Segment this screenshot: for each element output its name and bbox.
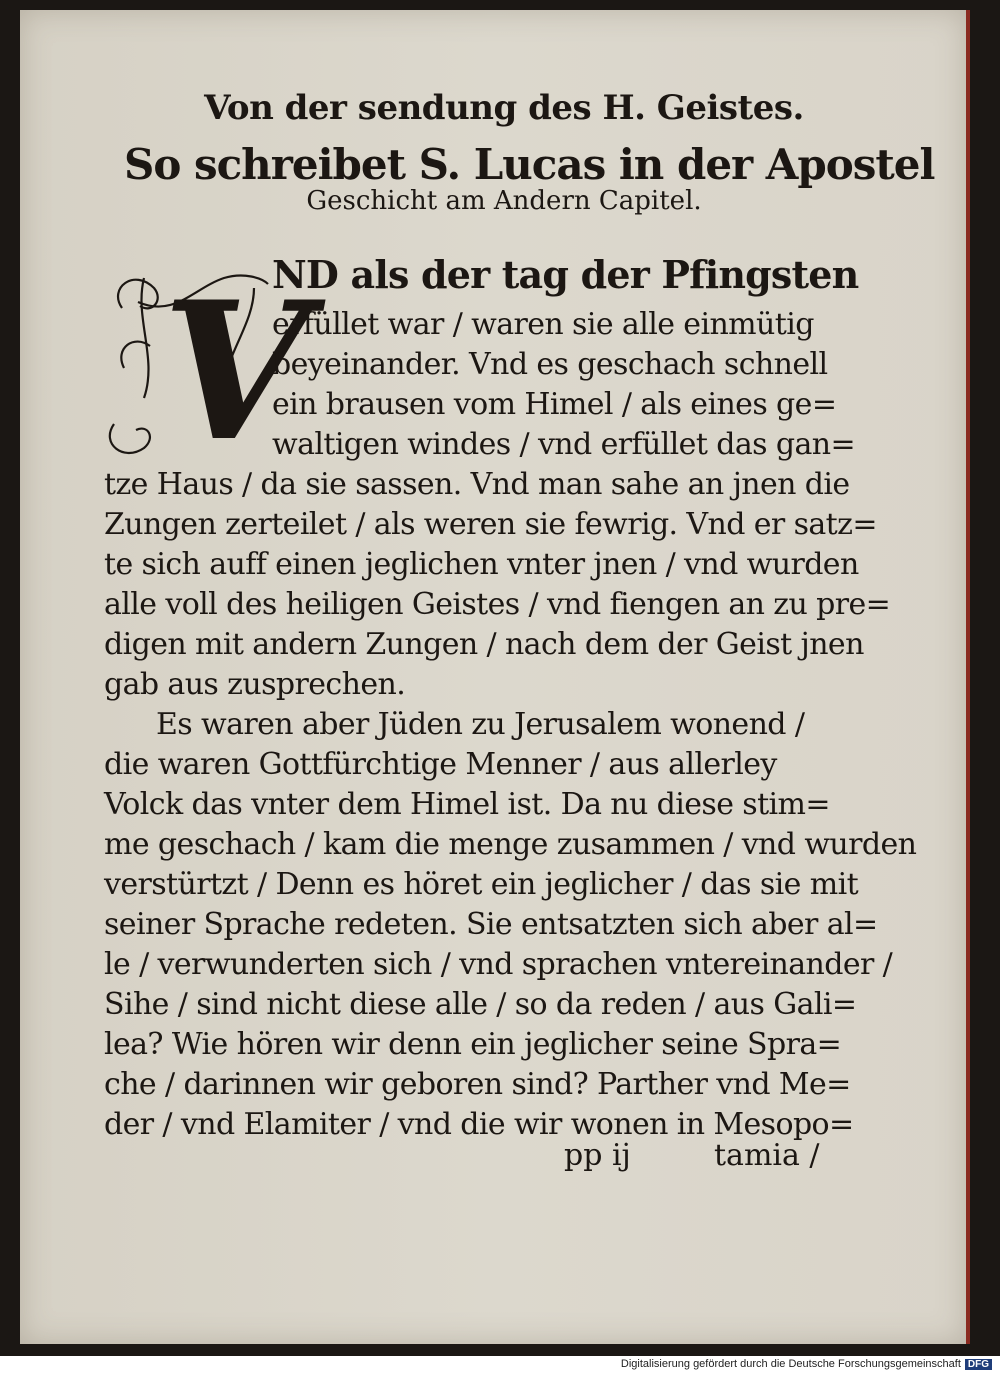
body-line: der / vnd Elamiter / vnd die wir wonen in Mesopo= <box>104 1107 854 1142</box>
heading-line-1: Von der sendung des H. Geistes. <box>204 88 804 128</box>
body-line: te sich auff einen jeglichen vnter jnen / vnd wurden <box>104 547 859 582</box>
body-line: ein brausen vom Himel / als eines ge= <box>272 387 837 422</box>
heading-line-3: Geschicht am Andern Capitel. <box>306 186 702 216</box>
body-line: digen mit andern Zungen / nach dem der Geist jnen <box>104 627 864 662</box>
heading-line-2: So schreibet S. Lucas in der Apostel <box>124 140 935 189</box>
body-line: alle voll des heiligen Geistes / vnd fiengen an zu pre= <box>104 587 891 622</box>
decorated-initial <box>104 248 310 483</box>
body-line: Zungen zerteilet / als weren sie fewrig. Vnd er satz= <box>104 507 877 542</box>
body-line: che / darinnen wir geboren sind? Parther vnd Me= <box>104 1067 851 1102</box>
body-line: me geschach / kam die menge zusammen / vnd wurden <box>104 827 917 862</box>
body-line: ND als der tag der Pfingsten <box>272 252 859 297</box>
body-line: tze Haus / da sie sassen. Vnd man sahe an jnen die <box>104 467 850 502</box>
footer-text: Digitalisierung gefördert durch die Deutsche Forschungsgemeinschaft <box>620 1358 961 1370</box>
body-line: waltigen windes / vnd erfüllet das gan= <box>272 427 855 462</box>
book-page <box>20 10 970 1344</box>
catchword: tamia / <box>714 1138 820 1173</box>
body-line: Es waren aber Jüden zu Jerusalem wonend / <box>156 707 805 742</box>
body-line: seiner Sprache redeten. Sie entsatzten sich aber al= <box>104 907 878 942</box>
body-line: beyeinander. Vnd es geschach schnell <box>272 347 828 382</box>
body-line: erfüllet war / waren sie alle einmütig <box>272 307 814 342</box>
body-line: lea? Wie hören wir denn ein jeglicher seine Spra= <box>104 1027 842 1062</box>
body-line: le / verwunderten sich / vnd sprachen vntereinander / <box>104 947 893 982</box>
body-line: gab aus zusprechen. <box>104 667 406 702</box>
signature-mark: pp ij <box>564 1138 631 1173</box>
body-line: Sihe / sind nicht diese alle / so da reden / aus Gali= <box>104 987 857 1022</box>
body-line: Volck das vnter dem Himel ist. Da nu diese stim= <box>104 787 830 822</box>
dfg-logo: DFG <box>965 1359 992 1370</box>
initial-letter: V <box>162 260 310 483</box>
body-line: verstürtzt / Denn es höret ein jeglicher / das sie mit <box>104 867 859 902</box>
body-line: die waren Gottfürchtige Menner / aus allerley <box>104 747 777 782</box>
digitization-footer <box>621 1358 992 1370</box>
